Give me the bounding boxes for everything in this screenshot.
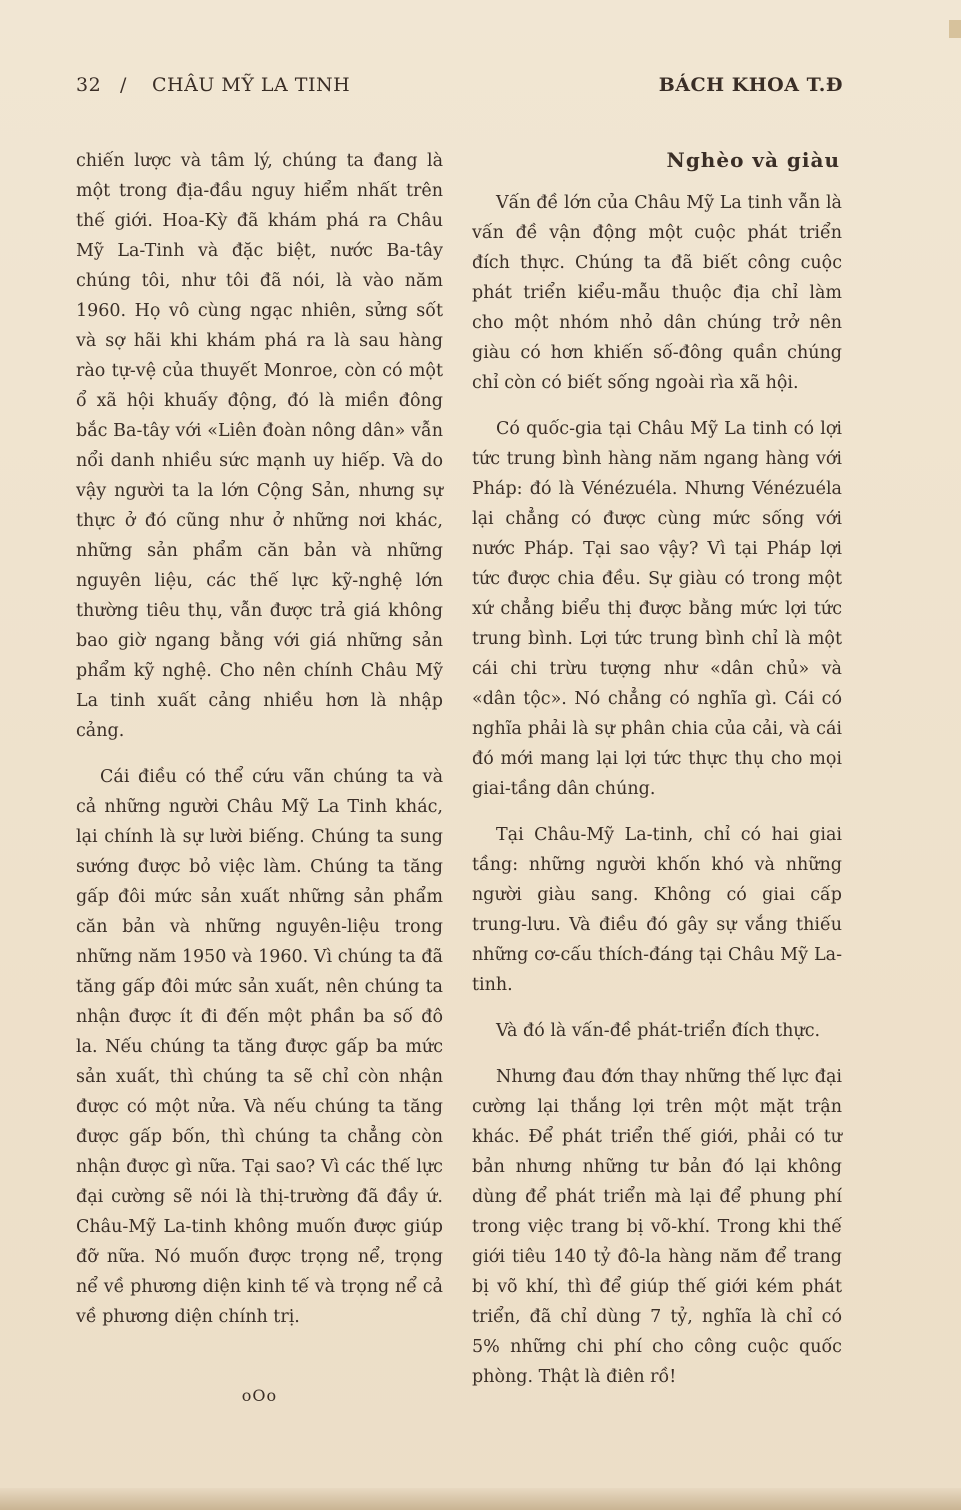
paragraph: Và đó là vấn-đề phát-triển đích thực. [496, 1021, 821, 1041]
paragraph: Cái điều có thể cứu vãn chúng ta và cả những người Châu Mỹ La Tinh khác, lại chính là sự lười biếng. Chúng ta sung sướng được bỏ việc làm. Chúng ta tăng gấp đôi mức sản xuất những sản phẩm căn bản và những nguyên-liệu trong những năm 1950 và 1960. Vì chúng ta đã tăng gấp đôi mức sản xuất, nên chúng ta nhận được ít đi đến một phần ba số đô la. Nếu chúng ta tăng được gấp ba mức sản xuất, thì chúng ta sẽ chỉ còn nhận được có một nửa. Và nếu chúng ta tăng được gấp bốn, thì chúng ta chẳng còn nhận được gì nữa. Tại sao? Vì các thế lực đại cường sẽ nói là thị-trường đã đầy ứ. Châu-Mỹ La-tinh không muốn được giúp đỡ nữa. Nó muốn được trọng nể, trọng nể về phương diện kinh tế và trọng nể cả về phương diện chính trị. [76, 767, 443, 1327]
left-column [76, 146, 443, 1332]
paragraph: Vấn đề lớn của Châu Mỹ La tinh vẫn là vấn đề vận động một cuộc phát triển đích thực. Chúng ta đã biết công cuộc phát triển kiểu-mẫu thuộc địa chỉ làm cho một nhóm nhỏ dân chúng trở nên giàu có hơn khiến số-đông quần chúng chỉ còn có biết sống ngoài rìa xã hội. [472, 193, 842, 393]
section-title: CHÂU MỸ LA TINH [152, 74, 351, 96]
right-column [472, 146, 842, 1392]
page-edge-mark [949, 20, 961, 38]
running-header [76, 74, 843, 104]
section-heading: Nghèo và giàu [666, 148, 840, 172]
paragraph: Có quốc-gia tại Châu Mỹ La tinh có lợi tức trung bình hàng năm ngang hàng với Pháp: đó là Vénézuéla. Nhưng Vénézuéla lại chẳng có được cùng mức sống với nước Pháp. Tại sao vậy? Vì tại Pháp lợi tức được chia đều. Sự giàu có trong một xứ chẳng biểu thị được bằng mức lợi tức trung bình. Lợi tức trung bình chỉ là một cái chi trừu tượng như «dân chủ» và «dân tộc». Nó chẳng có nghĩa gì. Cái có nghĩa phải là sự phân chia của cải, và cái đó mới mang lại lợi tức thực thụ cho mọi giai-tầng dân chúng. [472, 419, 842, 799]
page-number: 32 [76, 74, 102, 96]
paragraph: Nhưng đau đớn thay những thế lực đại cường lại thắng lợi trên một mặt trận khác. Để phát triển thế giới, phải có tư bản nhưng những tư bản đó lại không dùng để phát triển mà lại để phung phí trong việc trang bị võ-khí. Trong khi thế giới tiêu 140 tỷ đô-la hàng năm để trang bị võ khí, thì để giúp thế giới kém phát triển, đã chỉ dùng 7 tỷ, nghĩa là chỉ có 5% những chi phí cho công cuộc quốc phòng. Thật là điên rồ! [472, 1067, 842, 1387]
end-mark: oOo [241, 1386, 278, 1405]
header-separator: / [120, 74, 127, 96]
magazine-title: BÁCH KHOA T.Đ [658, 74, 843, 96]
paragraph: Tại Châu-Mỹ La-tinh, chỉ có hai giai tầng: những người khốn khó và những người giàu sang. Không có giai cấp trung-lưu. Và điều đó gây sự vắng thiếu những cơ-cấu thích-đáng tại Châu Mỹ La-tinh. [472, 825, 842, 995]
page-bottom-edge [0, 1488, 961, 1510]
paragraph: chiến lược và tâm lý, chúng ta đang là một trong địa-đầu nguy hiểm nhất trên thế giới. Hoa-Kỳ đã khám phá ra Châu Mỹ La-Tinh và đặc biệt, nước Ba-tây chúng tôi, như tôi đã nói, là vào năm 1960. Họ vô cùng ngạc nhiên, sửng sốt và sợ hãi khi khám phá ra là sau hàng rào tự-vệ của thuyết Monroe, còn có một ổ xã hội khuấy động, đó là miền đông bắc Ba-tây với «Liên đoàn nông dân» vẫn nổi danh nhiều sức mạnh uy hiếp. Và do vậy người ta la lớn Cộng Sản, nhưng sự thực ở đó cũng như ở những nơi khác, những sản phẩm căn bản và những nguyên liệu, các thế lực kỹ-nghệ lớn thường tiêu thụ, vẫn được trả giá không bao giờ ngang bằng với giá những sản phẩm kỹ nghệ. Cho nên chính Châu Mỹ La tinh xuất cảng nhiều hơn là nhập cảng. [76, 151, 443, 741]
